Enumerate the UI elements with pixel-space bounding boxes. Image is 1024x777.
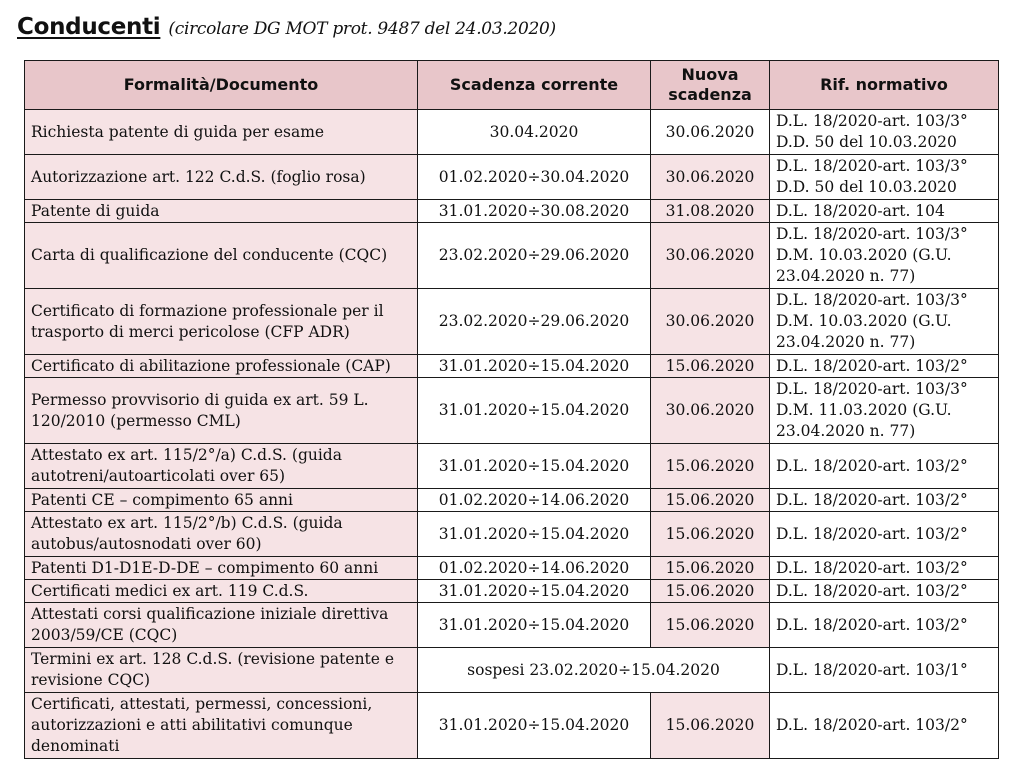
document-cell: Certificati, attestati, permessi, concessioni, autorizzazioni e atti abilitativi comunque denominati — [25, 693, 418, 759]
reference-cell: D.L. 18/2020-art. 103/3° D.D. 50 del 10.03.2020 — [770, 155, 999, 200]
document-cell: Certificato di abilitazione professionale (CAP) — [25, 355, 418, 378]
new-deadline-cell: 15.06.2020 — [651, 444, 770, 489]
page-title: Conducenti — [17, 14, 161, 40]
document-cell: Certificati medici ex art. 119 C.d.S. — [25, 580, 418, 603]
suspended-deadline-cell: sospesi 23.02.2020÷15.04.2020 — [418, 648, 770, 693]
header-new-line1: Nuova — [681, 65, 739, 84]
reference-cell: D.L. 18/2020-art. 103/3° D.M. 11.03.2020 (G.U. 23.04.2020 n. 77) — [770, 378, 999, 444]
current-deadline-cell: 31.01.2020÷15.04.2020 — [418, 512, 651, 557]
reference-cell: D.L. 18/2020-art. 103/2° — [770, 489, 999, 512]
current-deadline-cell: 31.01.2020÷30.08.2020 — [418, 200, 651, 223]
document-cell: Termini ex art. 128 C.d.S. (revisione patente e revisione CQC) — [25, 648, 418, 693]
reference-cell: D.L. 18/2020-art. 103/2° — [770, 512, 999, 557]
table-row — [25, 110, 999, 155]
current-deadline-cell: 01.02.2020÷14.06.2020 — [418, 557, 651, 580]
reference-cell: D.L. 18/2020-art. 103/3° D.M. 10.03.2020 (G.U. 23.04.2020 n. 77) — [770, 289, 999, 355]
document-cell: Attestato ex art. 115/2°/b) C.d.S. (guida autobus/autosnodati over 60) — [25, 512, 418, 557]
document-cell: Richiesta patente di guida per esame — [25, 110, 418, 155]
header-current-deadline: Scadenza corrente — [418, 61, 651, 110]
document-cell: Attestati corsi qualificazione iniziale direttiva 2003/59/CE (CQC) — [25, 603, 418, 648]
current-deadline-cell: 31.01.2020÷15.04.2020 — [418, 444, 651, 489]
new-deadline-cell: 30.06.2020 — [651, 223, 770, 289]
document-cell: Patenti CE – compimento 65 anni — [25, 489, 418, 512]
current-deadline-cell: 30.04.2020 — [418, 110, 651, 155]
reference-cell: D.L. 18/2020-art. 104 — [770, 200, 999, 223]
table-row — [25, 155, 999, 200]
reference-cell: D.L. 18/2020-art. 103/2° — [770, 557, 999, 580]
new-deadline-cell: 30.06.2020 — [651, 110, 770, 155]
table-header-row — [25, 61, 999, 110]
reference-cell: D.L. 18/2020-art. 103/2° — [770, 444, 999, 489]
reference-cell: D.L. 18/2020-art. 103/3° D.D. 50 del 10.03.2020 — [770, 110, 999, 155]
new-deadline-cell: 15.06.2020 — [651, 603, 770, 648]
table-row — [25, 378, 999, 444]
table-row — [25, 355, 999, 378]
new-deadline-cell: 15.06.2020 — [651, 557, 770, 580]
table-row — [25, 223, 999, 289]
table-row — [25, 489, 999, 512]
new-deadline-cell: 15.06.2020 — [651, 693, 770, 759]
table-row — [25, 444, 999, 489]
header-new-deadline — [651, 61, 770, 110]
page-subtitle: (circolare DG MOT prot. 9487 del 24.03.2020) — [168, 19, 556, 39]
current-deadline-cell: 31.01.2020÷15.04.2020 — [418, 693, 651, 759]
table-row — [25, 289, 999, 355]
reference-cell: D.L. 18/2020-art. 103/2° — [770, 603, 999, 648]
current-deadline-cell: 01.02.2020÷14.06.2020 — [418, 489, 651, 512]
reference-cell: D.L. 18/2020-art. 103/3° D.M. 10.03.2020 (G.U. 23.04.2020 n. 77) — [770, 223, 999, 289]
new-deadline-cell: 30.06.2020 — [651, 289, 770, 355]
page-heading — [17, 14, 556, 40]
reference-cell: D.L. 18/2020-art. 103/1° — [770, 648, 999, 693]
current-deadline-cell: 31.01.2020÷15.04.2020 — [418, 378, 651, 444]
new-deadline-cell: 15.06.2020 — [651, 512, 770, 557]
deadlines-table — [24, 60, 999, 759]
table-row — [25, 512, 999, 557]
table-row — [25, 648, 999, 693]
document-cell: Patente di guida — [25, 200, 418, 223]
current-deadline-cell: 31.01.2020÷15.04.2020 — [418, 580, 651, 603]
table-row — [25, 603, 999, 648]
document-cell: Attestato ex art. 115/2°/a) C.d.S. (guida autotreni/autoarticolati over 65) — [25, 444, 418, 489]
reference-cell: D.L. 18/2020-art. 103/2° — [770, 580, 999, 603]
current-deadline-cell: 01.02.2020÷30.04.2020 — [418, 155, 651, 200]
new-deadline-cell: 30.06.2020 — [651, 155, 770, 200]
document-cell: Permesso provvisorio di guida ex art. 59 L. 120/2010 (permesso CML) — [25, 378, 418, 444]
document-cell: Autorizzazione art. 122 C.d.S. (foglio rosa) — [25, 155, 418, 200]
table-row — [25, 693, 999, 759]
current-deadline-cell: 23.02.2020÷29.06.2020 — [418, 223, 651, 289]
header-new-line2: scadenza — [668, 85, 752, 104]
new-deadline-cell: 15.06.2020 — [651, 355, 770, 378]
table-row — [25, 200, 999, 223]
current-deadline-cell: 23.02.2020÷29.06.2020 — [418, 289, 651, 355]
new-deadline-cell: 31.08.2020 — [651, 200, 770, 223]
document-cell: Certificato di formazione professionale per il trasporto di merci pericolose (CFP ADR) — [25, 289, 418, 355]
reference-cell: D.L. 18/2020-art. 103/2° — [770, 355, 999, 378]
header-document: Formalità/Documento — [25, 61, 418, 110]
table-row — [25, 580, 999, 603]
new-deadline-cell: 15.06.2020 — [651, 580, 770, 603]
document-cell: Patenti D1-D1E-D-DE – compimento 60 anni — [25, 557, 418, 580]
current-deadline-cell: 31.01.2020÷15.04.2020 — [418, 603, 651, 648]
header-reference: Rif. normativo — [770, 61, 999, 110]
current-deadline-cell: 31.01.2020÷15.04.2020 — [418, 355, 651, 378]
new-deadline-cell: 30.06.2020 — [651, 378, 770, 444]
reference-cell: D.L. 18/2020-art. 103/2° — [770, 693, 999, 759]
document-cell: Carta di qualificazione del conducente (CQC) — [25, 223, 418, 289]
new-deadline-cell: 15.06.2020 — [651, 489, 770, 512]
table-row — [25, 557, 999, 580]
